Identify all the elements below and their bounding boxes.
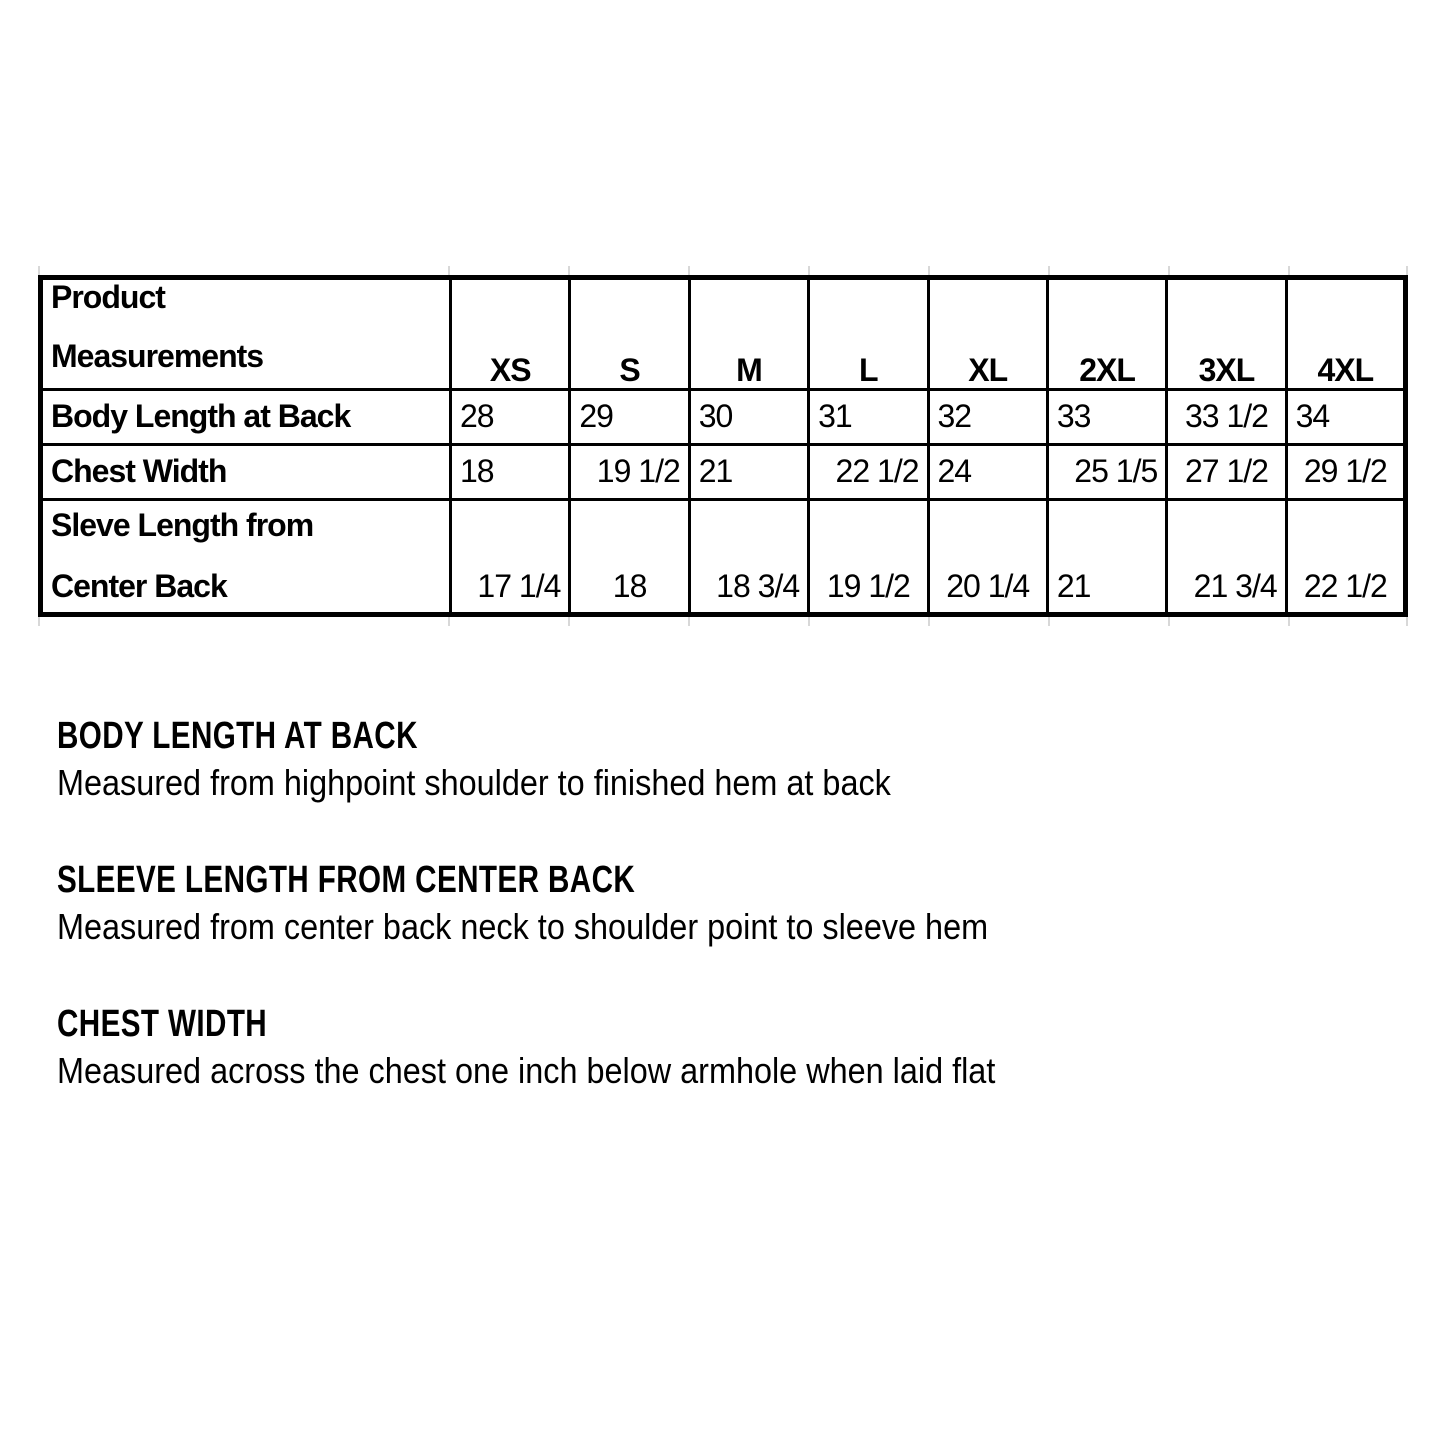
size-chart-table <box>38 275 1408 617</box>
gridline-tick <box>1288 617 1290 626</box>
gridline-tick <box>448 617 450 626</box>
note-description: Measured across the chest one inch below armhole when laid flat <box>57 1050 996 1091</box>
row-label-cell: Chest Width <box>41 445 451 500</box>
column-header-xl: XL <box>928 278 1047 390</box>
value-cell: 19 1/2 <box>809 500 928 615</box>
size-chart-header <box>41 278 1406 390</box>
value-cell: 33 <box>1047 390 1166 445</box>
gridline-tick <box>808 266 810 275</box>
gridline-tick <box>568 266 570 275</box>
table-row <box>41 445 1406 500</box>
gridline-tick <box>568 617 570 626</box>
table-row <box>41 390 1406 445</box>
gridline-tick <box>1168 266 1170 275</box>
value-cell: 30 <box>689 390 808 445</box>
table-row <box>41 500 1406 615</box>
corner-header-line: Measurements <box>51 337 264 374</box>
value-cell: 22 1/2 <box>809 445 928 500</box>
row-label-line: Sleve Length from <box>51 507 314 543</box>
column-header-2xl: 2XL <box>1047 278 1166 390</box>
gridline-tick <box>1168 617 1170 626</box>
value-cell: 25 1/5 <box>1047 445 1166 500</box>
value-cell: 18 3/4 <box>689 500 808 615</box>
gridline-tick <box>1406 617 1408 626</box>
measurement-note <box>57 858 1100 948</box>
gridline-tick <box>1406 266 1408 275</box>
value-cell: 27 1/2 <box>1167 445 1286 500</box>
note-heading: BODY LENGTH AT BACK <box>57 715 418 757</box>
value-cell: 18 <box>570 500 689 615</box>
gridline-tick <box>1048 266 1050 275</box>
value-cell: 22 1/2 <box>1286 500 1405 615</box>
column-header-xs: XS <box>451 278 570 390</box>
note-heading: CHEST WIDTH <box>57 1003 268 1045</box>
gridline-tick <box>1288 266 1290 275</box>
value-cell: 17 1/4 <box>451 500 570 615</box>
value-cell: 21 <box>689 445 808 500</box>
value-cell: 24 <box>928 445 1047 500</box>
gridline-tick <box>928 266 930 275</box>
value-cell: 29 1/2 <box>1286 445 1405 500</box>
value-cell: 33 1/2 <box>1167 390 1286 445</box>
gridline-tick <box>38 617 40 626</box>
corner-header-cell <box>41 278 451 390</box>
value-cell: 18 <box>451 445 570 500</box>
note-description: Measured from highpoint shoulder to finished hem at back <box>57 762 891 803</box>
gridline-tick <box>808 617 810 626</box>
note-heading: SLEEVE LENGTH FROM CENTER BACK <box>57 859 636 901</box>
column-header-4xl: 4XL <box>1286 278 1405 390</box>
row-label-cell: Body Length at Back <box>41 390 451 445</box>
gridline-tick <box>688 266 690 275</box>
value-cell: 31 <box>809 390 928 445</box>
gridline-tick <box>448 266 450 275</box>
value-cell: 19 1/2 <box>570 445 689 500</box>
column-header-l: L <box>809 278 928 390</box>
measurement-notes <box>57 714 1100 1146</box>
header-row <box>41 278 1406 390</box>
column-header-m: M <box>689 278 808 390</box>
measurement-note <box>57 1002 1100 1092</box>
value-cell: 32 <box>928 390 1047 445</box>
value-cell: 28 <box>451 390 570 445</box>
size-chart-body <box>41 390 1406 615</box>
row-label-cell <box>41 500 451 615</box>
gridline-tick <box>1048 617 1050 626</box>
gridline-tick <box>688 617 690 626</box>
size-chart-table-wrap <box>38 275 1408 617</box>
value-cell: 21 3/4 <box>1167 500 1286 615</box>
gridline-tick <box>38 266 40 275</box>
note-description: Measured from center back neck to shoulder point to sleeve hem <box>57 906 989 947</box>
column-header-3xl: 3XL <box>1167 278 1286 390</box>
column-header-s: S <box>570 278 689 390</box>
value-cell: 34 <box>1286 390 1405 445</box>
row-label-line: Center Back <box>51 567 227 604</box>
gridline-tick <box>928 617 930 626</box>
measurement-note <box>57 714 1100 804</box>
corner-header-line: Product <box>51 279 165 315</box>
value-cell: 20 1/4 <box>928 500 1047 615</box>
value-cell: 21 <box>1047 500 1166 615</box>
value-cell: 29 <box>570 390 689 445</box>
